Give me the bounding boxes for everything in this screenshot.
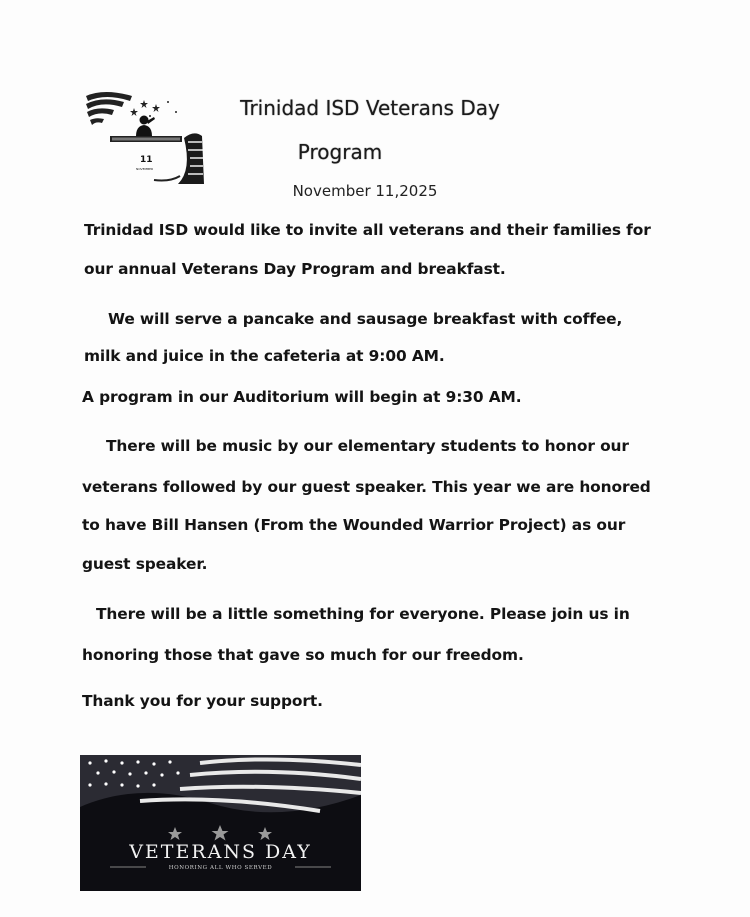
page-title: Trinidad ISD Veterans Day bbox=[240, 96, 500, 120]
body-line: A program in our Auditorium will begin at 9:30 AM. bbox=[82, 388, 522, 406]
svg-text:11: 11 bbox=[140, 155, 153, 165]
body-line: honoring those that gave so much for our freedom. bbox=[82, 646, 524, 664]
banner-subtitle: HONORING ALL WHO SERVED bbox=[168, 865, 273, 871]
event-date: November 11,2025 bbox=[292, 182, 438, 200]
body-line: our annual Veterans Day Program and breakfast. bbox=[84, 260, 506, 278]
body-line: to have Bill Hansen (From the Wounded Warrior Project) as our bbox=[82, 516, 626, 534]
body-line: Trinidad ISD would like to invite all veterans and their families for bbox=[84, 221, 651, 239]
saluting-soldier-flag-icon bbox=[84, 90, 210, 186]
closing-line: Thank you for your support. bbox=[82, 692, 323, 710]
body-line: There will be a little something for everyone. Please join us in bbox=[96, 605, 630, 623]
veterans-day-banner bbox=[80, 755, 361, 891]
body-line: guest speaker. bbox=[82, 555, 208, 573]
body-line: There will be music by our elementary students to honor our bbox=[106, 437, 629, 455]
body-line: We will serve a pancake and sausage breakfast with coffee, bbox=[108, 310, 623, 328]
svg-text:NOVEMBER: NOVEMBER bbox=[136, 167, 154, 171]
body-line: milk and juice in the cafeteria at 9:00 AM. bbox=[84, 347, 445, 365]
page-title-line2: Program bbox=[297, 140, 383, 164]
banner-title: VETERANS DAY bbox=[129, 841, 312, 863]
body-line: veterans followed by our guest speaker. This year we are honored bbox=[82, 478, 651, 496]
